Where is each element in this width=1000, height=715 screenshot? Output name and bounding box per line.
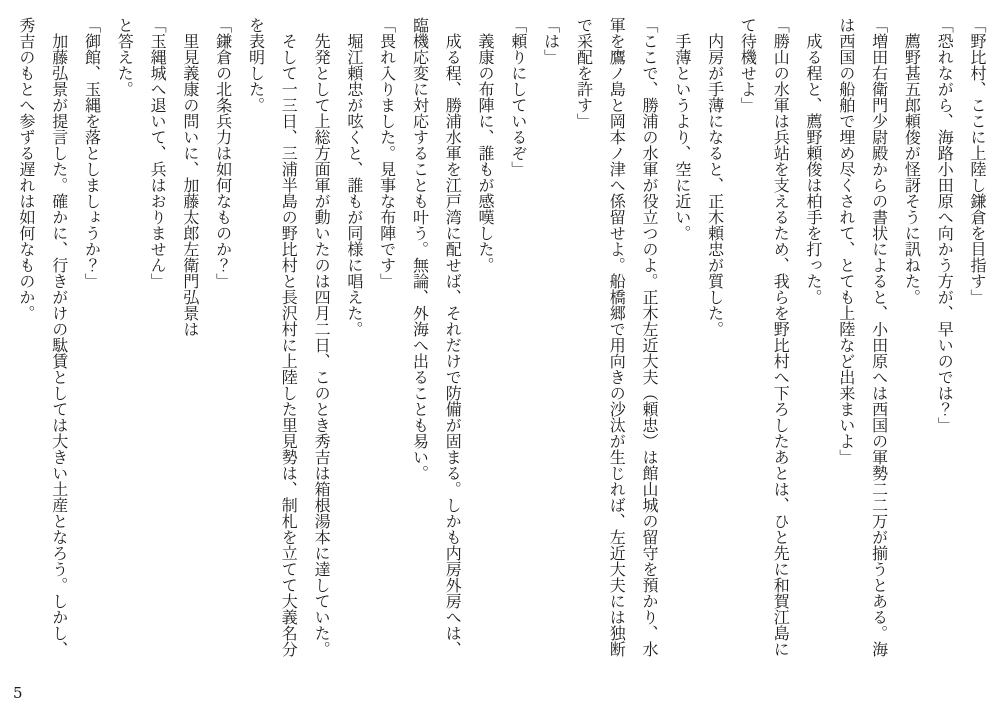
text-line: 加藤弘景が提言した。確かに、行きがけの駄賃としては大きい土産となろう。しかし、 [49,33,69,657]
text-line: 「は」 [541,17,561,65]
text-line: は西国の船舶で埋め尽くされて、とても上陸など出来まいよ」 [836,17,856,465]
text-line: 里見義康の問いに、加藤太郎左衛門弘景は [180,33,200,337]
text-line: 「玉縄城へ退いて、兵はおりません」 [148,17,168,289]
text-line: 秀吉のもとへ参ずる遅れは如何なものか。 [16,17,36,321]
text-line: 成る程と、薦野頼俊は柏手を打った。 [804,33,824,305]
text-line: て待機せよ」 [738,17,758,113]
text-line: 成る程、勝浦水軍を江戸湾に配せば、それだけで防備が固まる。しかも内房外房へは、 [443,33,463,657]
text-line: 「鎌倉の北条兵力は如何なものか？」 [213,17,233,289]
text-line: 軍を鷹ノ島と岡本ノ津へ係留せよ。船橋郷で用向きの沙汰が生じれば、左近大夫には独断 [607,17,627,657]
text-line: と答えた。 [115,17,135,97]
text-line: 「ここで、勝浦の水軍が役立つのよ。正木左近大夫（頼忠）は館山城の留守を預かり、水 [640,17,660,657]
text-line: 「御館、玉縄を落としましょうか？」 [82,17,102,289]
text-line: 内房が手薄になると、正木頼忠が質した。 [705,33,725,337]
text-line: 義康の布陣に、誰もが感嘆した。 [476,33,496,273]
text-line: 「恐れながら、海路小田原へ向かう方が、早いのでは？」 [935,17,955,433]
page-number: 5 [13,684,23,702]
text-line: を表明した。 [246,17,266,113]
text-line: 「勝山の水軍は兵站を支えるため、我らを野比村へ下ろしたあとは、ひと先に和賀江島に [771,17,791,657]
text-line: そして一三日、三浦半島の野比村と長沢村に上陸した里見勢は、制札を立てて大義名分 [279,33,299,657]
text-line: 臨機応変に対応することも叶う。無論、外海へ出ることも易い。 [410,17,430,481]
text-line: 先発として上総方面軍が動いたのは四月二日、このとき秀吉は箱根湯本に達していた。 [312,33,332,657]
text-line: 「頼りにしているぞ」 [508,17,528,177]
text-line: 堀江頼忠が呟くと、誰もが同様に唱えた。 [344,33,364,337]
text-line: 「増田右衛門少尉殿からの書状によると、小田原へは西国の軍勢二二万が揃うとある。海 [869,17,889,657]
text-line: 「畏れ入りました。見事な布陣です」 [377,17,397,289]
text-line: 「野比村、ここに上陸し鎌倉を目指す」 [968,17,987,305]
text-line: で采配を許す」 [574,17,594,129]
text-line: 薦野甚五郎頼俊が怪訝そうに訊ねた。 [902,33,922,305]
vertical-text-block [9,17,993,661]
text-line: 手薄というより、空に近い。 [672,33,692,241]
